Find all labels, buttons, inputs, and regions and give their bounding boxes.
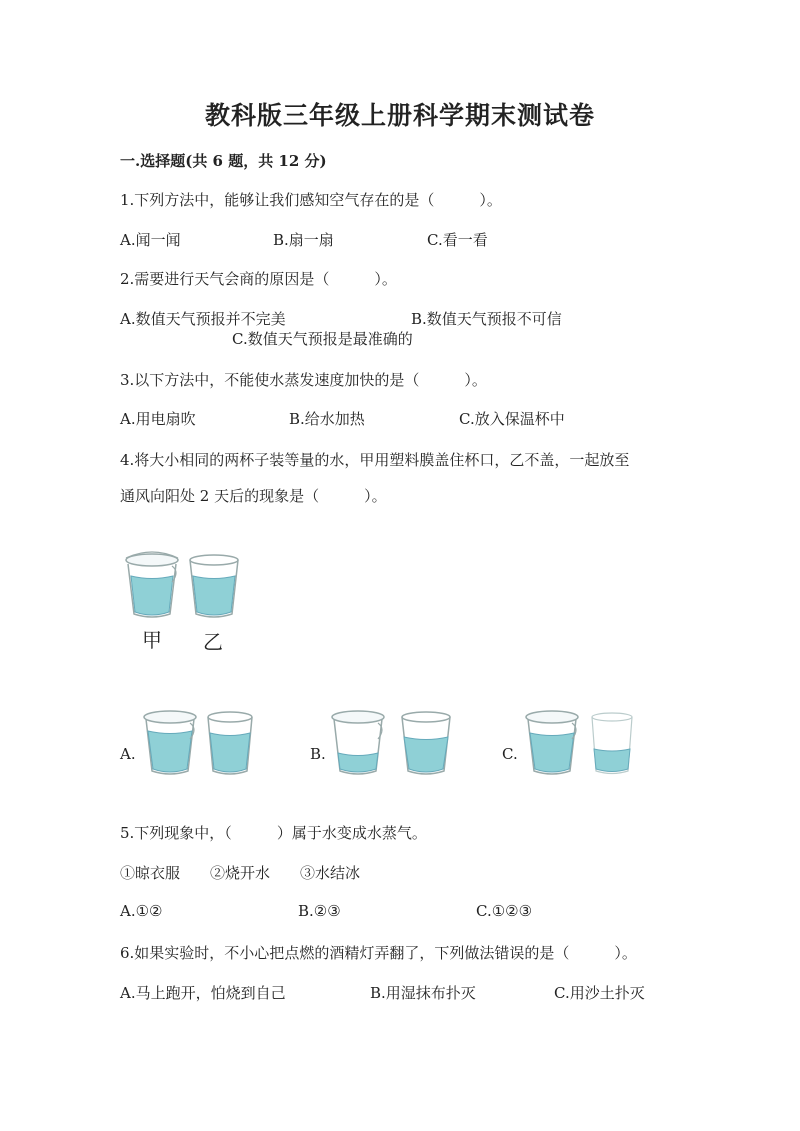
q4-option-c-cups xyxy=(522,703,642,783)
q2-option-b: B.数值天气预报不可信 xyxy=(411,310,562,328)
q1-option-c: C.看一看 xyxy=(427,231,488,249)
q4-option-c: C. xyxy=(502,745,518,763)
question-2-stem: 2.需要进行天气会商的原因是（ ）。 xyxy=(120,270,397,288)
q5-option-a: A.①② xyxy=(120,902,163,920)
q4-option-a: A. xyxy=(120,745,136,763)
cup-label-yi: 乙 xyxy=(203,630,223,654)
cup-label-jia: 甲 xyxy=(142,628,162,652)
q2-option-a: A.数值天气预报并不完美 xyxy=(120,310,286,328)
question-4-stem-line2: 通风向阳处 2 天后的现象是（ ）。 xyxy=(120,487,387,505)
q4-option-b-cups xyxy=(326,703,456,783)
page-title: 教科版三年级上册科学期末测试卷 xyxy=(204,101,595,130)
q2-option-c: C.数值天气预报是最准确的 xyxy=(232,330,413,348)
q1-option-b: B.扇一扇 xyxy=(273,231,334,249)
q5-option-c: C.①②③ xyxy=(476,902,533,920)
q6-option-c: C.用沙土扑灭 xyxy=(554,984,645,1002)
q1-option-a: A.闻一闻 xyxy=(120,231,181,249)
q3-option-a: A.用电扇吹 xyxy=(120,410,196,428)
q6-option-b: B.用湿抹布扑灭 xyxy=(370,984,476,1002)
q6-option-a: A.马上跑开，怕烧到自己 xyxy=(120,984,286,1002)
cup-yi-icon xyxy=(190,555,238,617)
question-5-stem: 5.下列现象中，（ ）属于水变成水蒸气。 xyxy=(120,824,427,842)
q4-option-a-cups xyxy=(140,703,260,783)
question-6-stem: 6.如果实验时，不小心把点燃的酒精灯弄翻了，下列做法错误的是（ ）。 xyxy=(120,944,637,962)
q4-option-b: B. xyxy=(310,745,326,763)
q3-option-b: B.给水加热 xyxy=(289,410,365,428)
section-heading: 一.选择题(共 6 题，共 12 分) xyxy=(120,152,327,170)
cups-illustration xyxy=(122,546,242,626)
q3-option-c: C.放入保温杯中 xyxy=(459,410,565,428)
question-1-stem: 1.下列方法中，能够让我们感知空气存在的是（ ）。 xyxy=(120,191,502,209)
q5-items: ①晾衣服 ②烧开水 ③水结冰 xyxy=(120,864,361,882)
question-3-stem: 3.以下方法中，不能使水蒸发速度加快的是（ ）。 xyxy=(120,371,487,389)
q5-option-b: B.②③ xyxy=(298,902,341,920)
question-4-stem-line1: 4.将大小相同的两杯子装等量的水，甲用塑料膜盖住杯口，乙不盖，一起放至 xyxy=(120,451,630,469)
cup-jia-icon xyxy=(126,552,178,617)
